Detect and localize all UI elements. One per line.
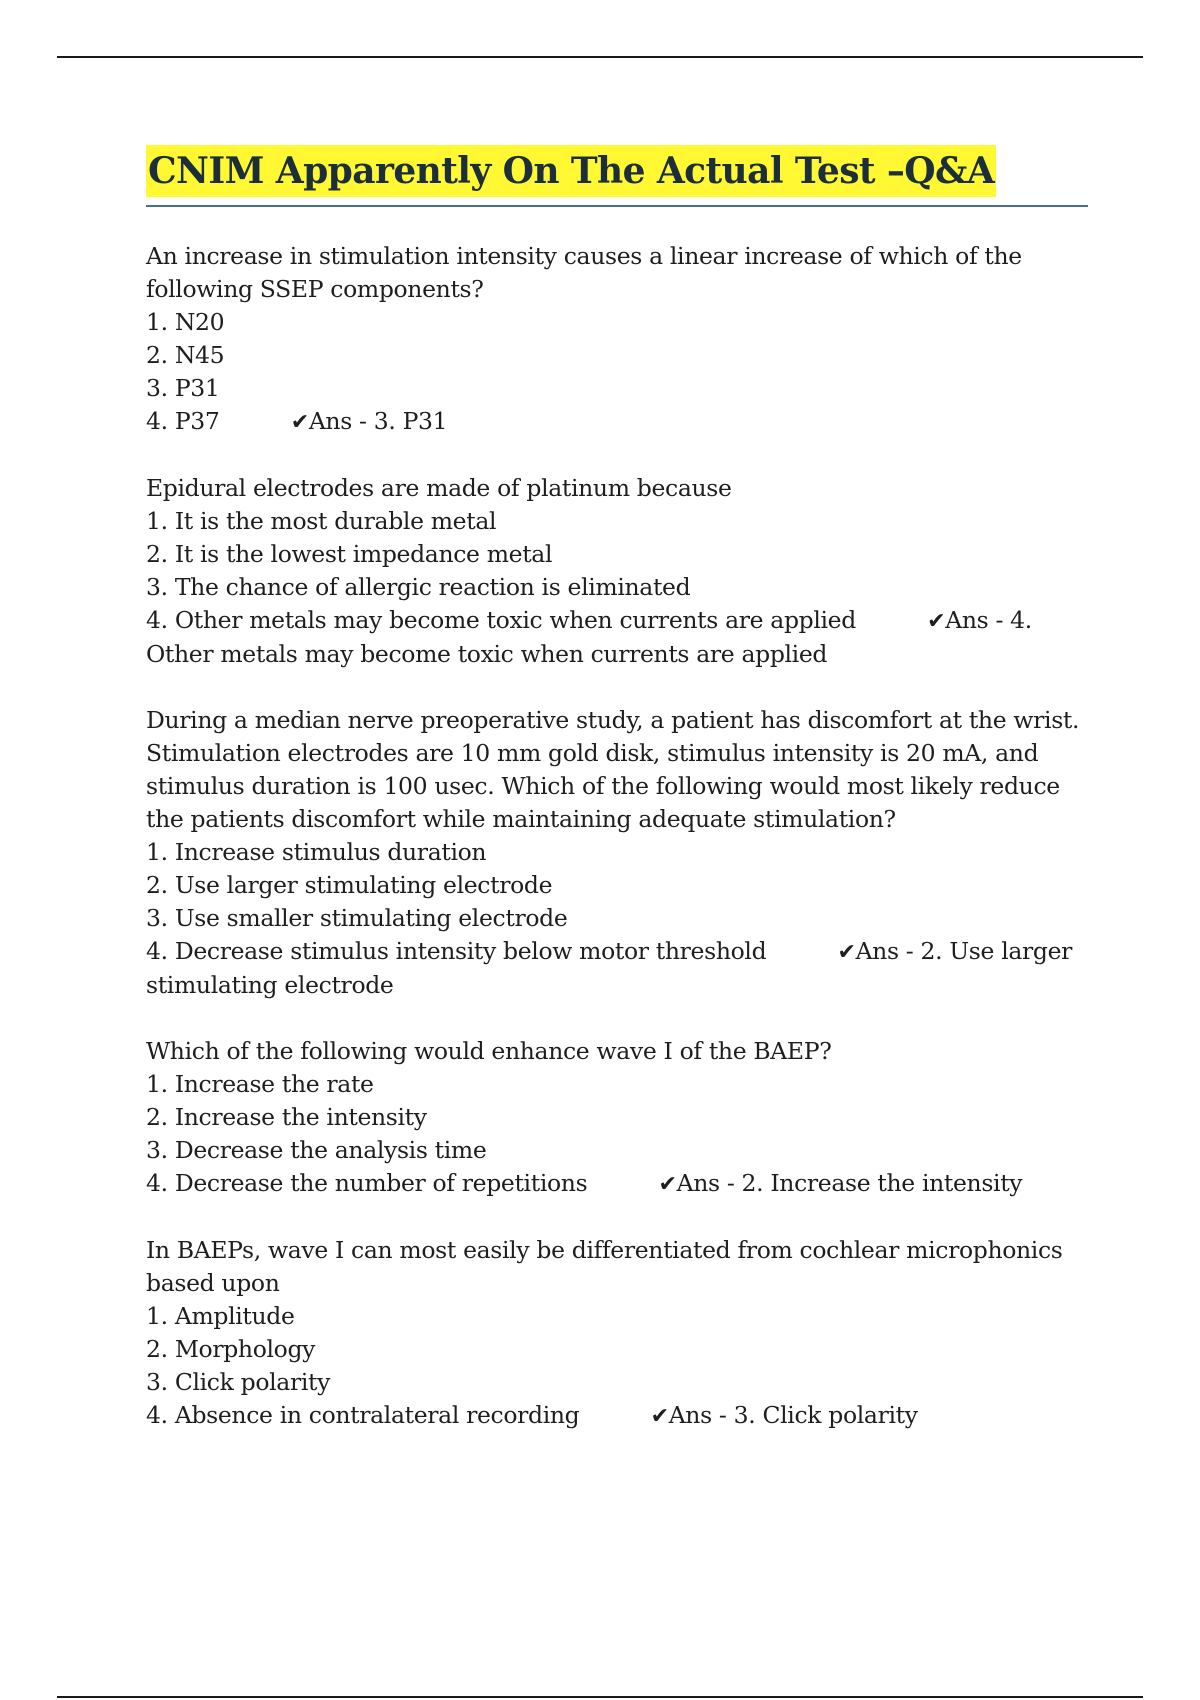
option-3: 3. Use smaller stimulating electrode <box>146 904 568 932</box>
option-4-with-answer <box>146 1167 1096 1201</box>
title-block <box>146 145 1088 197</box>
option-1: 1. Increase the rate <box>146 1070 374 1098</box>
answer-gap <box>766 937 837 965</box>
checkmark-icon: ✔ <box>290 410 309 435</box>
question-block <box>146 240 1096 439</box>
option-4-with-answer <box>146 935 1096 1002</box>
option-2: 2. It is the lowest impedance metal <box>146 540 553 568</box>
question-text: During a median nerve preoperative study, a patient has discomfort at the wrist. Stimulation electrodes are 10 mm gold disk, stimulus intensity is 20 mA, and stimulus duration is 100 usec. Which of the following would most likely reduce the patients discomfort while maintaining adequate stimulation? <box>146 706 1080 833</box>
option-1: 1. Amplitude <box>146 1302 295 1330</box>
question-list <box>146 240 1096 1466</box>
question-text: An increase in stimulation intensity causes a linear increase of which of the following SSEP components? <box>146 242 1022 303</box>
title-underline <box>146 205 1088 207</box>
checkmark-icon: ✔ <box>658 1172 677 1197</box>
option-4: 4. P37 <box>146 407 220 435</box>
option-2: 2. Morphology <box>146 1335 316 1363</box>
question-block <box>146 1035 1096 1201</box>
option-4-with-answer <box>146 1399 1096 1433</box>
answer-gap <box>220 407 291 435</box>
option-3: 3. P31 <box>146 374 220 402</box>
option-4-with-answer <box>146 405 1096 439</box>
answer-text: Ans - 3. P31 <box>308 407 448 435</box>
option-2: 2. Increase the intensity <box>146 1103 427 1131</box>
option-4: 4. Decrease stimulus intensity below motor threshold <box>146 937 767 965</box>
question-text: In BAEPs, wave I can most easily be differentiated from cochlear microphonics based upon <box>146 1236 1063 1297</box>
option-1: 1. Increase stimulus duration <box>146 838 487 866</box>
header-rule <box>57 56 1143 58</box>
answer-text: Ans - 2. Increase the intensity <box>676 1169 1023 1197</box>
option-4: 4. Absence in contralateral recording <box>146 1401 580 1429</box>
question-text: Epidural electrodes are made of platinum because <box>146 474 732 502</box>
option-4: 4. Decrease the number of repetitions <box>146 1169 588 1197</box>
checkmark-icon: ✔ <box>927 609 946 634</box>
option-4-with-answer <box>146 604 1096 671</box>
option-2: 2. N45 <box>146 341 225 369</box>
answer-text: Ans - 3. Click polarity <box>668 1401 918 1429</box>
answer-gap <box>856 606 927 634</box>
answer-text: Ans - 4. Other metals may become toxic when currents are applied <box>146 606 1032 668</box>
question-block <box>146 472 1096 671</box>
answer-text: Ans - 2. Use larger stimulating electrode <box>146 937 1073 999</box>
option-3: 3. The chance of allergic reaction is eliminated <box>146 573 691 601</box>
checkmark-icon: ✔ <box>650 1404 669 1429</box>
option-1: 1. It is the most durable metal <box>146 507 497 535</box>
question-block <box>146 1234 1096 1433</box>
option-4: 4. Other metals may become toxic when currents are applied <box>146 606 856 634</box>
checkmark-icon: ✔ <box>837 940 856 965</box>
answer-gap <box>587 1169 658 1197</box>
page-title: CNIM Apparently On The Actual Test –Q&A <box>146 145 996 197</box>
question-text: Which of the following would enhance wave I of the BAEP? <box>146 1037 832 1065</box>
option-3: 3. Click polarity <box>146 1368 331 1396</box>
question-block <box>146 704 1096 1002</box>
option-1: 1. N20 <box>146 308 225 336</box>
option-2: 2. Use larger stimulating electrode <box>146 871 553 899</box>
option-3: 3. Decrease the analysis time <box>146 1136 487 1164</box>
answer-gap <box>579 1401 650 1429</box>
footer-rule <box>57 1696 1143 1698</box>
